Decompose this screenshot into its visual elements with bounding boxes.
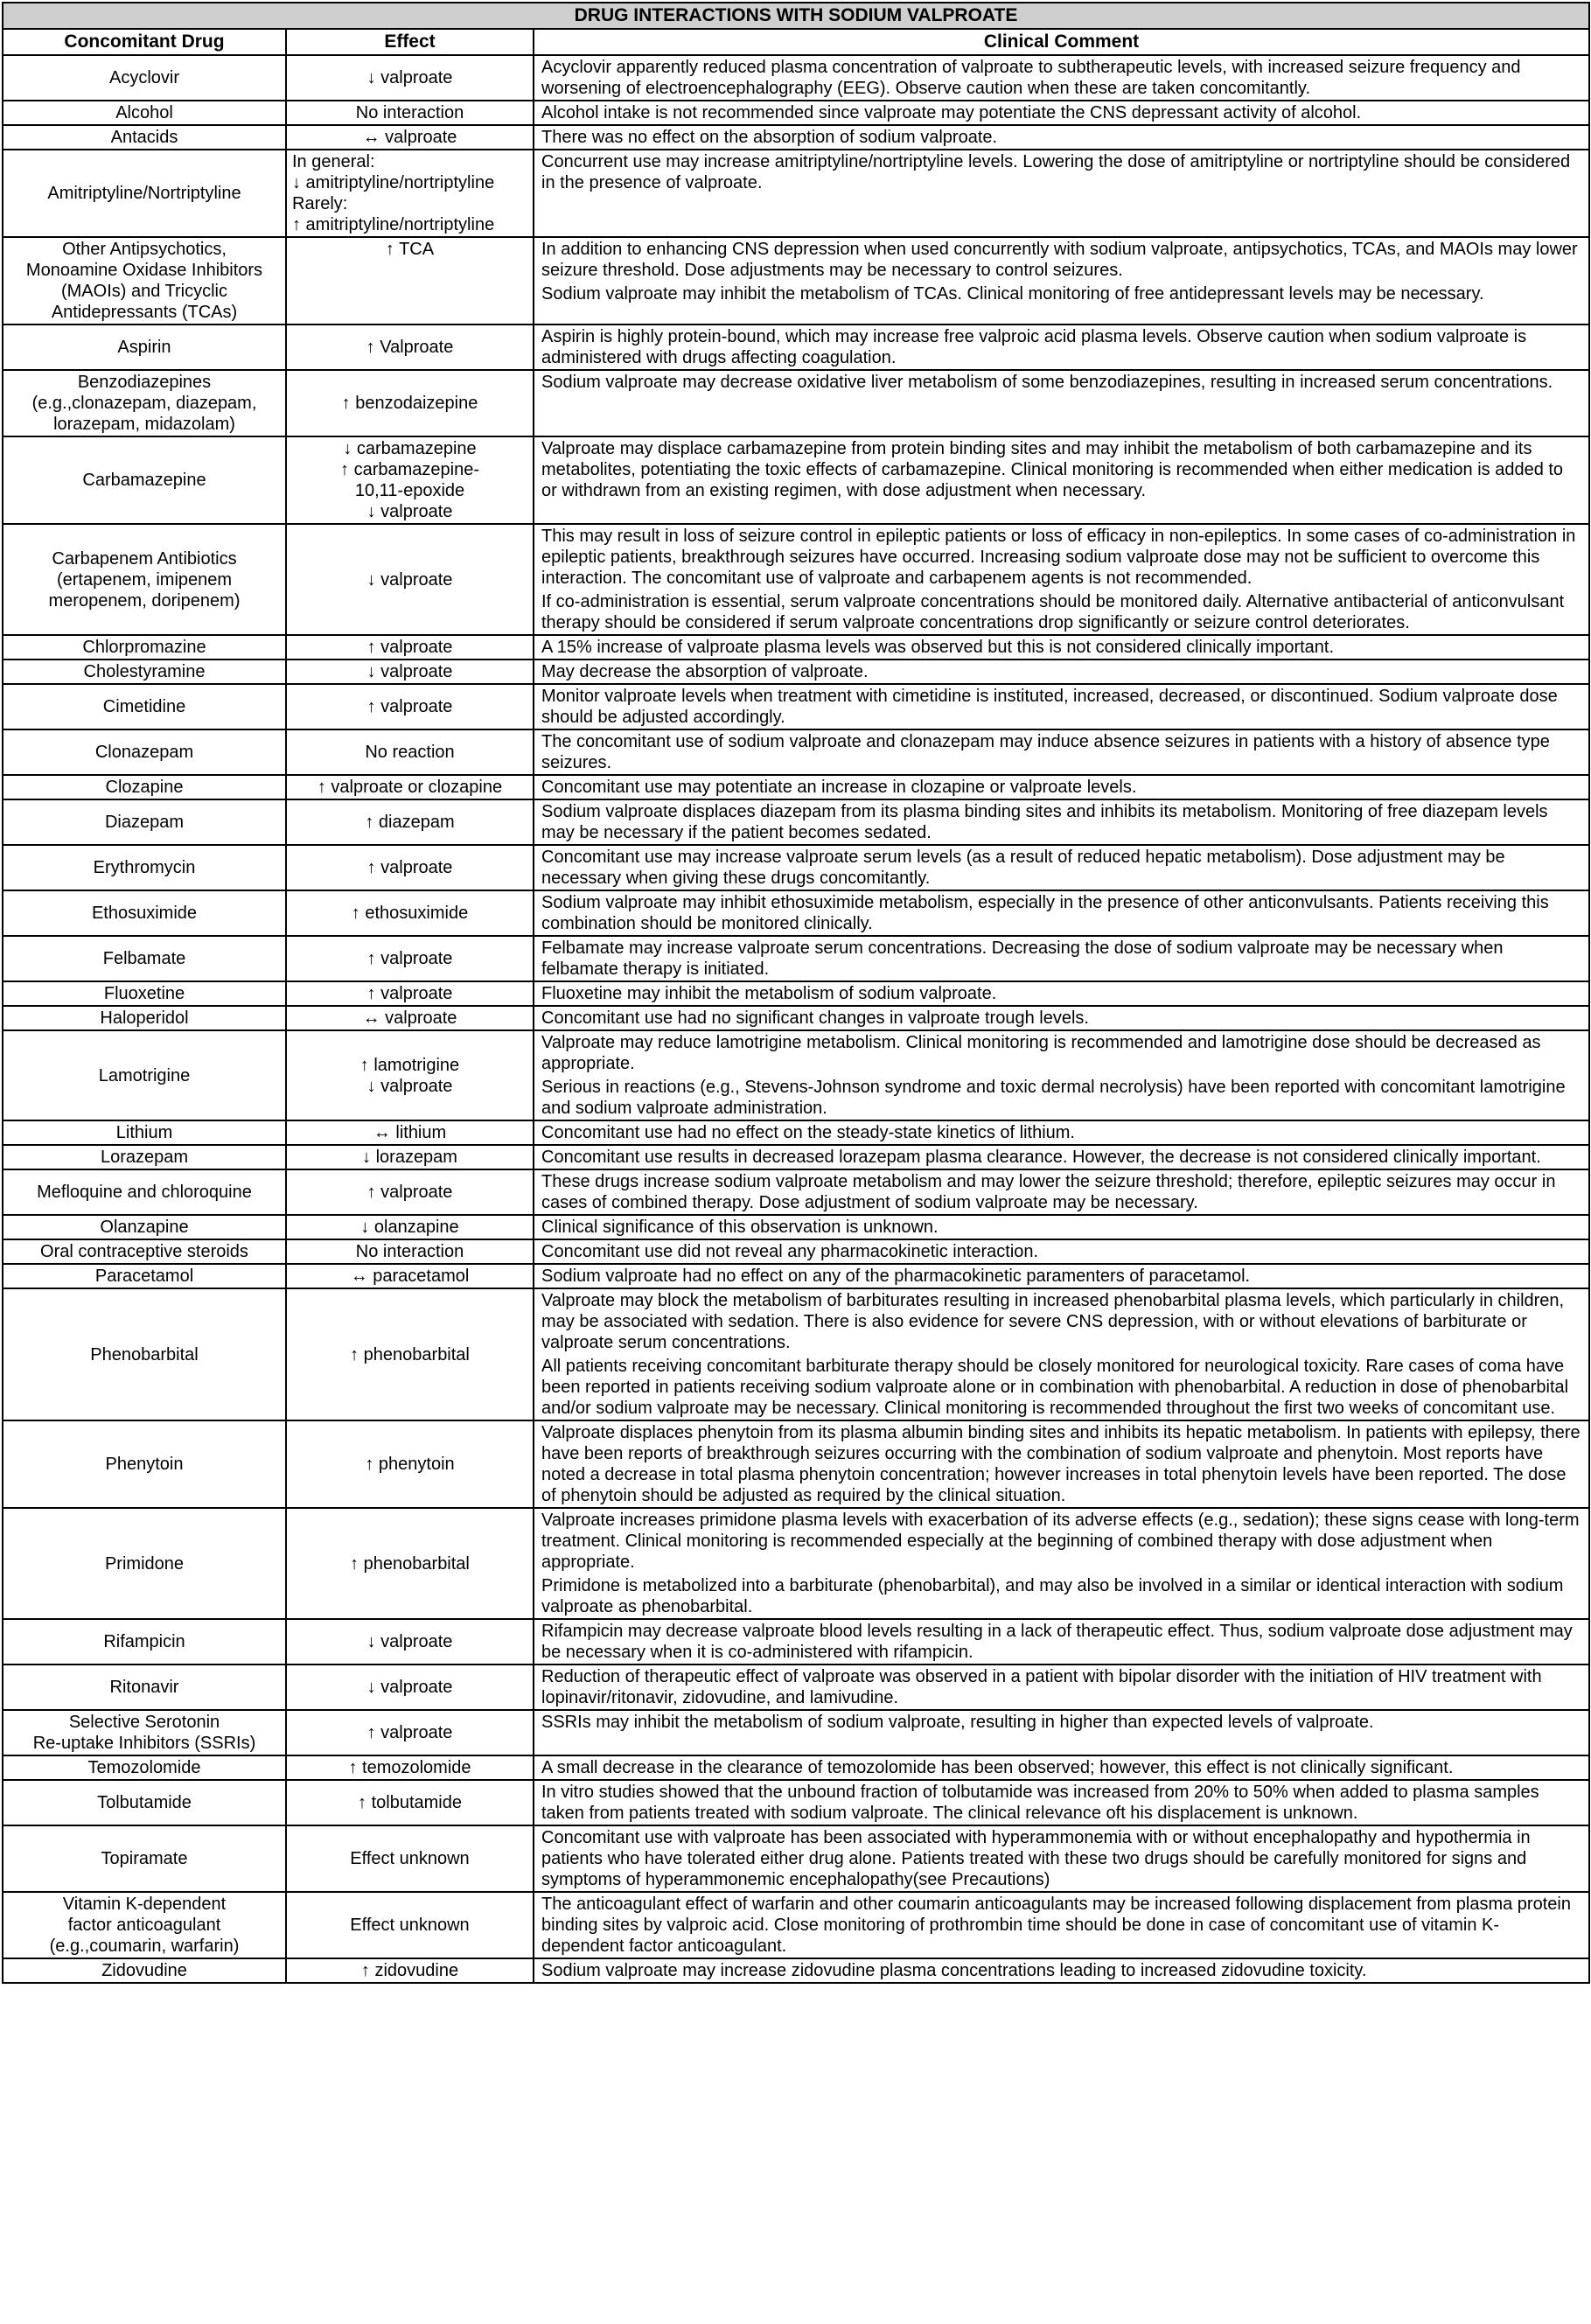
drug-name-line: Chlorpromazine xyxy=(82,638,206,657)
cell-effect xyxy=(286,1958,534,1983)
drug-name-line: Temozolomide xyxy=(87,1758,201,1777)
cell-effect xyxy=(286,936,534,981)
drug-name-line: Clonazepam xyxy=(94,743,194,762)
cell-concomitant-drug xyxy=(3,1892,286,1958)
cell-concomitant-drug xyxy=(3,1145,286,1169)
effect-line: In general: xyxy=(292,152,375,171)
cell-effect xyxy=(286,684,534,729)
cell-effect xyxy=(286,1825,534,1892)
table-row xyxy=(3,845,1589,890)
effect-line: ↑ temozolomide xyxy=(348,1758,471,1777)
table-row xyxy=(3,101,1589,125)
cell-effect xyxy=(286,370,534,436)
cell-concomitant-drug xyxy=(3,729,286,775)
drug-name-line: Antidepressants (TCAs) xyxy=(51,303,238,322)
drug-interactions-document xyxy=(2,2,1588,1984)
column-header-comment: Clinical Comment xyxy=(534,29,1589,55)
comment-paragraph: All patients receiving concomitant barbiturate therapy should be closely monitored for neurological toxicity. Rare cases of coma have been reported in patients receiving sodium valproate alone or in combination with phenobarbital. A reduction in dose of phenobarbital and/or sodium valproate may be necessary. Clinical monitoring is recommended throughout the first two weeks of concomitant use. xyxy=(541,1357,1569,1418)
cell-clinical-comment xyxy=(534,1239,1589,1264)
cell-concomitant-drug xyxy=(3,1420,286,1508)
effect-line: ↑ phenobarbital xyxy=(350,1553,470,1574)
table-row xyxy=(3,1755,1589,1780)
cell-clinical-comment xyxy=(534,890,1589,936)
effect-line: ↑ valproate xyxy=(366,697,453,716)
table-row xyxy=(3,1420,1589,1508)
drug-name-line: Cimetidine xyxy=(102,697,186,716)
cell-effect xyxy=(286,1755,534,1780)
drug-name-line: Benzodiazepines xyxy=(77,373,212,392)
drug-name-line: Paracetamol xyxy=(94,1267,194,1286)
drug-name-line: Carbapenem Antibiotics xyxy=(52,548,237,569)
comment-paragraph: Sodium valproate may increase zidovudine plasma concentrations leading to increased zidovudine toxicity. xyxy=(541,1961,1367,1980)
comment-paragraph: Concurrent use may increase amitriptyline/nortriptyline levels. Lowering the dose of amitriptyline or nortriptyline should be considered in the presence of valproate. xyxy=(541,152,1571,192)
effect-line: ↑ ethosuximide xyxy=(351,904,469,923)
cell-clinical-comment xyxy=(534,1710,1589,1755)
effect-line: ↑ phenobarbital xyxy=(350,1344,470,1364)
table-row xyxy=(3,684,1589,729)
drug-name-line: Vitamin K-dependent xyxy=(62,1895,227,1914)
cell-concomitant-drug xyxy=(3,237,286,325)
cell-clinical-comment xyxy=(534,1120,1589,1145)
effect-line: ↓ amitriptyline/nortriptyline xyxy=(292,173,495,192)
drug-name-line: Oral contraceptive steroids xyxy=(40,1242,248,1261)
comment-paragraph: Concomitant use did not reveal any pharmacokinetic interaction. xyxy=(541,1242,1039,1261)
comment-paragraph: Alcohol intake is not recommended since valproate may potentiate the CNS depressant activity of alcohol. xyxy=(541,103,1362,122)
effect-line: ↑ diazepam xyxy=(365,813,455,832)
drug-name-line: (e.g.,coumarin, warfarin) xyxy=(49,1937,240,1956)
cell-clinical-comment xyxy=(534,936,1589,981)
comment-paragraph: Concomitant use with valproate has been associated with hyperammonemia with or without encephalopathy and hypothermia in patients who have tolerated either drug alone. Patients treated with these two drugs should be carefully monitored for signs and symptoms of hyperammonemic encephalopathy(see Precautions) xyxy=(541,1828,1531,1889)
comment-paragraph: In vitro studies showed that the unbound fraction of tolbutamide was increased from 20% to 50% when added to plasma samples taken from patients treated with sodium valproate. The clinical relevance oft his displacement is unknown. xyxy=(541,1783,1539,1823)
cell-clinical-comment xyxy=(534,981,1589,1006)
table-row xyxy=(3,524,1589,635)
cell-clinical-comment xyxy=(534,101,1589,125)
cell-clinical-comment xyxy=(534,1145,1589,1169)
cell-effect xyxy=(286,524,534,635)
comment-paragraph: Valproate may displace carbamazepine from protein binding sites and may inhibit the metabolism of both carbamazepine and its metabolites, potentiating the toxic effects of carbamazepine. Clinical monitoring is recommended when either medication is added to or withdrawn from an existing regimen, with dose adjustment when necessary. xyxy=(541,439,1564,500)
table-row xyxy=(3,150,1589,237)
effect-line: ↑ phenytoin xyxy=(365,1455,455,1474)
cell-effect xyxy=(286,981,534,1006)
drug-name-line: Ethosuximide xyxy=(91,904,198,923)
cell-concomitant-drug xyxy=(3,1710,286,1755)
comment-paragraph: Sodium valproate displaces diazepam from its plasma binding sites and inhibits its metabolism. Monitoring of free diazepam levels may be necessary if the patient becomes sedated. xyxy=(541,802,1548,842)
cell-concomitant-drug xyxy=(3,936,286,981)
cell-concomitant-drug xyxy=(3,1169,286,1215)
drug-name-line: Phenobarbital xyxy=(90,1344,199,1364)
cell-clinical-comment xyxy=(534,55,1589,101)
drug-name-line: Acyclovir xyxy=(108,68,179,87)
cell-effect xyxy=(286,1215,534,1239)
drug-name-line: (ertapenem, imipenem xyxy=(56,569,233,590)
drug-name-line: Ritonavir xyxy=(109,1678,179,1697)
table-row xyxy=(3,936,1589,981)
comment-paragraph: Sodium valproate may inhibit the metabolism of TCAs. Clinical monitoring of free antidepressant levels may be necessary. xyxy=(541,284,1484,304)
cell-concomitant-drug xyxy=(3,101,286,125)
comment-paragraph: Valproate may block the metabolism of barbiturates resulting in increased phenobarbital plasma levels, which particularly in children, may be associated with sedation. There is also evidence for severe CNS depression, with or without elevations of barbiturate or valproate serum concentrations. xyxy=(541,1291,1565,1352)
cell-effect xyxy=(286,660,534,684)
cell-concomitant-drug xyxy=(3,1288,286,1420)
cell-clinical-comment xyxy=(534,1825,1589,1892)
cell-clinical-comment xyxy=(534,1169,1589,1215)
effect-line: ↑ valproate or clozapine xyxy=(317,778,503,797)
cell-effect xyxy=(286,325,534,370)
drug-name-line: Topiramate xyxy=(101,1849,188,1868)
effect-line: ↓ valproate xyxy=(366,569,453,590)
cell-concomitant-drug xyxy=(3,660,286,684)
table-row xyxy=(3,436,1589,524)
table-row xyxy=(3,660,1589,684)
comment-paragraph: Concomitant use may potentiate an increase in clozapine or valproate levels. xyxy=(541,778,1137,797)
comment-paragraph: Valproate may reduce lamotrigine metabolism. Clinical monitoring is recommended and lamotrigine dose should be decreased as appropriate. xyxy=(541,1033,1541,1073)
drug-name-line: Olanzapine xyxy=(100,1218,189,1237)
drug-name-line: Zidovudine xyxy=(101,1961,187,1980)
drug-name-line: Antacids xyxy=(110,128,178,147)
cell-concomitant-drug xyxy=(3,799,286,845)
comment-paragraph: Serious in reactions (e.g., Stevens-Johnson syndrome and toxic dermal necrolysis) have been reported with concomitant lamotrigine and sodium valproate administration. xyxy=(541,1078,1566,1118)
comment-paragraph: Valproate increases primidone plasma levels with exacerbation of its adverse effects (e.g., sedation); these signs cease with long-term treatment. Clinical monitoring is recommended especially at the beginning of combined therapy with dose adjustment when appropriate. xyxy=(541,1511,1580,1572)
cell-clinical-comment xyxy=(534,1958,1589,1983)
table-row xyxy=(3,1239,1589,1264)
drug-name-line: Aspirin xyxy=(117,338,171,357)
table-row xyxy=(3,1958,1589,1983)
effect-line: ↓ lorazepam xyxy=(362,1148,457,1167)
cell-effect xyxy=(286,635,534,660)
comment-paragraph: Concomitant use results in decreased lorazepam plasma clearance. However, the decrease is not considered clinically important. xyxy=(541,1148,1541,1167)
cell-clinical-comment xyxy=(534,436,1589,524)
effect-line: ↔ valproate xyxy=(362,1008,457,1028)
comment-paragraph: Sodium valproate may decrease oxidative liver metabolism of some benzodiazepines, resulting in increased serum concentrations. xyxy=(541,373,1553,392)
cell-effect xyxy=(286,1120,534,1145)
cell-concomitant-drug xyxy=(3,55,286,101)
drug-name-line: Fluoxetine xyxy=(103,984,185,1003)
cell-clinical-comment xyxy=(534,1006,1589,1030)
table-row xyxy=(3,1030,1589,1120)
column-header-drug: Concomitant Drug xyxy=(3,29,286,55)
effect-line: ↑ zidovudine xyxy=(360,1961,459,1980)
cell-concomitant-drug xyxy=(3,981,286,1006)
effect-line: ↑ tolbutamide xyxy=(358,1793,462,1812)
cell-effect xyxy=(286,1780,534,1825)
comment-paragraph: A small decrease in the clearance of temozolomide has been observed; however, this effect is not clinically significant. xyxy=(541,1758,1454,1777)
cell-clinical-comment xyxy=(534,325,1589,370)
cell-clinical-comment xyxy=(534,684,1589,729)
drug-name-line: factor anticoagulant xyxy=(67,1916,221,1935)
effect-line: ↑ TCA xyxy=(385,240,435,259)
effect-line: ↓ valproate xyxy=(366,68,453,87)
cell-effect xyxy=(286,1710,534,1755)
cell-clinical-comment xyxy=(534,370,1589,436)
cell-concomitant-drug xyxy=(3,325,286,370)
table-row xyxy=(3,125,1589,150)
effect-line: ↓ valproate xyxy=(366,1076,453,1096)
drug-name-line: Primidone xyxy=(104,1553,185,1574)
comment-paragraph: There was no effect on the absorption of sodium valproate. xyxy=(541,128,998,147)
cell-concomitant-drug xyxy=(3,1120,286,1145)
cell-effect xyxy=(286,1892,534,1958)
comment-paragraph: Valproate displaces phenytoin from its plasma albumin binding sites and inhibits its hepatic metabolism. In patients with epilepsy, there have been reports of breakthrough seizures occurring with the combination of sodium valproate and phenytoin. Most reports have noted a decrease in total plasma phenytoin concentration; however increases in total phenytoin levels have been reported. The dose of phenytoin should be adjusted as required by the clinical situation. xyxy=(541,1423,1581,1505)
table-row xyxy=(3,799,1589,845)
table-row xyxy=(3,237,1589,325)
comment-paragraph: Primidone is metabolized into a barbiturate (phenobarbital), and may also be involved in a similar or identical interaction with sodium valproate as phenobarbital. xyxy=(541,1576,1564,1616)
drug-name-line: Monoamine Oxidase Inhibitors xyxy=(25,261,263,280)
drug-name-line: meropenem, doripenem) xyxy=(48,590,241,611)
cell-effect xyxy=(286,1420,534,1508)
effect-line: ↑ valproate xyxy=(366,1723,453,1742)
cell-clinical-comment xyxy=(534,1264,1589,1288)
comment-paragraph: Aspirin is highly protein-bound, which may increase free valproic acid plasma levels. Observe caution when sodium valproate is administered with drugs affecting coagulation. xyxy=(541,327,1527,367)
cell-clinical-comment xyxy=(534,1288,1589,1420)
cell-concomitant-drug xyxy=(3,1006,286,1030)
effect-line: ↔ lithium xyxy=(373,1123,447,1142)
comment-paragraph: Reduction of therapeutic effect of valproate was observed in a patient with bipolar disorder with the initiation of HIV treatment with lopinavir/ritonavir, zidovudine, and lamivudine. xyxy=(541,1667,1542,1707)
effect-line: Effect unknown xyxy=(350,1916,470,1935)
cell-concomitant-drug xyxy=(3,524,286,635)
table-row xyxy=(3,325,1589,370)
effect-line: Rarely: xyxy=(292,194,348,213)
table-row xyxy=(3,775,1589,799)
drug-name-line: Lamotrigine xyxy=(98,1065,191,1085)
comment-paragraph: The concomitant use of sodium valproate and clonazepam may induce absence seizures in patients with a history of absence type seizures. xyxy=(541,732,1550,772)
cell-clinical-comment xyxy=(534,775,1589,799)
cell-effect xyxy=(286,125,534,150)
drug-name-line: (MAOIs) and Tricyclic xyxy=(60,282,228,301)
cell-concomitant-drug xyxy=(3,890,286,936)
effect-line: ↑ valproate xyxy=(366,638,453,657)
comment-paragraph: Fluoxetine may inhibit the metabolism of sodium valproate. xyxy=(541,984,997,1003)
table-body xyxy=(3,55,1589,1983)
table-row xyxy=(3,1508,1589,1619)
drug-name-line: Cholestyramine xyxy=(83,662,206,681)
cell-clinical-comment xyxy=(534,660,1589,684)
comment-paragraph: Concomitant use had no effect on the steady-state kinetics of lithium. xyxy=(541,1123,1075,1142)
effect-line: ↑ lamotrigine xyxy=(359,1055,460,1075)
table-row xyxy=(3,1264,1589,1288)
drug-name-line: Lithium xyxy=(115,1123,173,1142)
effect-line: ↔ paracetamol xyxy=(350,1267,470,1286)
effect-line: ↑ valproate xyxy=(366,1183,453,1202)
drug-name-line: Diazepam xyxy=(104,813,185,832)
effect-line: ↑ carbamazepine- xyxy=(340,460,479,479)
effect-line: Effect unknown xyxy=(350,1849,470,1868)
drug-name-line: Re-uptake Inhibitors (SSRIs) xyxy=(32,1734,256,1753)
cell-effect xyxy=(286,1508,534,1619)
cell-clinical-comment xyxy=(534,1755,1589,1780)
effect-line: ↑ benzodaizepine xyxy=(341,394,478,413)
cell-concomitant-drug xyxy=(3,845,286,890)
effect-line: ↓ valproate xyxy=(366,502,453,521)
drug-name-line: Felbamate xyxy=(102,949,186,968)
comment-paragraph: These drugs increase sodium valproate metabolism and may lower the seizure threshold; therefore, epileptic seizures may occur in cases of combined therapy. Dose adjustment of sodium valproate may be necessary. xyxy=(541,1172,1556,1212)
table-row xyxy=(3,1780,1589,1825)
table-row xyxy=(3,370,1589,436)
table-row xyxy=(3,1892,1589,1958)
effect-line: ↓ carbamazepine xyxy=(343,439,477,458)
cell-clinical-comment xyxy=(534,799,1589,845)
cell-effect xyxy=(286,775,534,799)
effect-line: No interaction xyxy=(355,103,464,122)
drug-name-line: Other Antipsychotics, xyxy=(62,240,227,259)
effect-line: ↓ valproate xyxy=(366,1632,453,1651)
cell-effect xyxy=(286,1145,534,1169)
cell-effect xyxy=(286,55,534,101)
effect-line: No reaction xyxy=(365,743,455,762)
cell-clinical-comment xyxy=(534,1508,1589,1619)
cell-clinical-comment xyxy=(534,635,1589,660)
cell-effect xyxy=(286,1288,534,1420)
drug-name-line: (e.g.,clonazepam, diazepam, xyxy=(31,394,257,413)
drug-name-line: Carbamazepine xyxy=(82,471,206,490)
table-row xyxy=(3,1825,1589,1892)
comment-paragraph: Sodium valproate may inhibit ethosuximide metabolism, especially in the presence of other anticonvulsants. Patients receiving this combination should be monitored clinically. xyxy=(541,893,1549,933)
cell-effect xyxy=(286,1664,534,1710)
effect-line: ↑ valproate xyxy=(366,858,453,877)
comment-paragraph: Concomitant use may increase valproate serum levels (as a result of reduced hepatic metabolism). Dose adjustment may be necessary when giving these drugs concomitantly. xyxy=(541,848,1505,888)
cell-clinical-comment xyxy=(534,1892,1589,1958)
effect-line: ↓ valproate xyxy=(366,1678,453,1697)
table-row xyxy=(3,729,1589,775)
cell-concomitant-drug xyxy=(3,436,286,524)
cell-concomitant-drug xyxy=(3,370,286,436)
drug-name-line: Clozapine xyxy=(105,778,184,797)
cell-concomitant-drug xyxy=(3,775,286,799)
table-row xyxy=(3,1169,1589,1215)
comment-paragraph: Felbamate may increase valproate serum concentrations. Decreasing the dose of sodium valproate may be necessary when felbamate therapy is initiated. xyxy=(541,939,1504,979)
cell-effect xyxy=(286,1169,534,1215)
drug-name-line: lorazepam, midazolam) xyxy=(53,415,235,434)
table-row xyxy=(3,890,1589,936)
comment-paragraph: Concomitant use had no significant changes in valproate trough levels. xyxy=(541,1008,1089,1028)
effect-line: ↑ valproate xyxy=(366,949,453,968)
comment-paragraph: A 15% increase of valproate plasma levels was observed but this is not considered clinically important. xyxy=(541,638,1335,657)
effect-line: No interaction xyxy=(355,1242,464,1261)
cell-clinical-comment xyxy=(534,150,1589,237)
table-row xyxy=(3,635,1589,660)
drug-name-line: Lorazepam xyxy=(100,1148,189,1167)
cell-concomitant-drug xyxy=(3,1030,286,1120)
cell-concomitant-drug xyxy=(3,150,286,237)
cell-concomitant-drug xyxy=(3,635,286,660)
comment-paragraph: The anticoagulant effect of warfarin and other coumarin anticoagulants may be increased following displacement from plasma protein binding sites by valproic acid. Close monitoring of prothrombin time should be done in case of concomitant use of vitamin K-dependent factor anticoagulant. xyxy=(541,1895,1571,1956)
table-row xyxy=(3,55,1589,101)
cell-clinical-comment xyxy=(534,1030,1589,1120)
cell-clinical-comment xyxy=(534,237,1589,325)
comment-paragraph: In addition to enhancing CNS depression when used concurrently with sodium valproate, antipsychotics, TCAs, and MAOIs may lower seizure threshold. Dose adjustments may be necessary to control seizures. xyxy=(541,240,1578,280)
comment-paragraph: Clinical significance of this observation is unknown. xyxy=(541,1218,939,1237)
cell-clinical-comment xyxy=(534,729,1589,775)
cell-effect xyxy=(286,845,534,890)
effect-line: ↓ olanzapine xyxy=(360,1218,459,1237)
table-row xyxy=(3,1006,1589,1030)
cell-clinical-comment xyxy=(534,1420,1589,1508)
cell-effect xyxy=(286,1030,534,1120)
comment-paragraph: May decrease the absorption of valproate. xyxy=(541,662,869,681)
drug-name-line: Amitriptyline/Nortriptyline xyxy=(47,184,241,203)
effect-line: ↑ valproate xyxy=(366,984,453,1003)
cell-effect xyxy=(286,150,534,237)
table-row xyxy=(3,1288,1589,1420)
cell-concomitant-drug xyxy=(3,1958,286,1983)
comment-paragraph: Sodium valproate had no effect on any of the pharmacokinetic paramenters of paracetamol. xyxy=(541,1267,1251,1286)
cell-clinical-comment xyxy=(534,1215,1589,1239)
drug-name-line: Erythromycin xyxy=(93,858,196,877)
cell-concomitant-drug xyxy=(3,1619,286,1664)
cell-clinical-comment xyxy=(534,1664,1589,1710)
drug-name-line: Rifampicin xyxy=(103,1632,185,1651)
cell-effect xyxy=(286,799,534,845)
cell-concomitant-drug xyxy=(3,1239,286,1264)
effect-line: ↔ valproate xyxy=(362,128,457,147)
table-row xyxy=(3,1664,1589,1710)
cell-clinical-comment xyxy=(534,1780,1589,1825)
cell-clinical-comment xyxy=(534,524,1589,635)
cell-concomitant-drug xyxy=(3,1780,286,1825)
comment-paragraph: Monitor valproate levels when treatment with cimetidine is instituted, increased, decreased, or discontinued. Sodium valproate dose should be adjusted accordingly. xyxy=(541,687,1558,727)
effect-line: ↓ valproate xyxy=(366,662,453,681)
cell-effect xyxy=(286,101,534,125)
drug-name-line: Tolbutamide xyxy=(97,1793,192,1812)
cell-concomitant-drug xyxy=(3,1508,286,1619)
table-row xyxy=(3,1619,1589,1664)
cell-concomitant-drug xyxy=(3,684,286,729)
table-header-row xyxy=(3,29,1589,55)
comment-paragraph: Rifampicin may decrease valproate blood levels resulting in a lack of therapeutic effect. Thus, sodium valproate dose adjustment may be necessary when it is co-administered with rifampicin. xyxy=(541,1622,1573,1662)
cell-clinical-comment xyxy=(534,125,1589,150)
drug-name-line: Selective Serotonin xyxy=(68,1713,220,1732)
drug-name-line: Phenytoin xyxy=(105,1455,184,1474)
table-title-row xyxy=(3,3,1589,29)
table-row xyxy=(3,981,1589,1006)
cell-concomitant-drug xyxy=(3,1264,286,1288)
comment-paragraph: SSRIs may inhibit the metabolism of sodium valproate, resulting in higher than expected levels of valproate. xyxy=(541,1713,1374,1732)
cell-concomitant-drug xyxy=(3,1825,286,1892)
table-title: DRUG INTERACTIONS WITH SODIUM VALPROATE xyxy=(3,3,1589,29)
drug-name-line: Mefloquine and chloroquine xyxy=(37,1183,252,1202)
cell-concomitant-drug xyxy=(3,1664,286,1710)
drug-name-line: Haloperidol xyxy=(100,1008,189,1028)
cell-effect xyxy=(286,729,534,775)
drug-interactions-table xyxy=(2,2,1590,1984)
effect-line: ↑ Valproate xyxy=(366,338,454,357)
table-row xyxy=(3,1120,1589,1145)
drug-name-line: Alcohol xyxy=(115,103,173,122)
comment-paragraph: This may result in loss of seizure control in epileptic patients or loss of efficacy in non-epileptics. In some cases of co-administration in epileptic patients, breakthrough seizures have occurred. Increasing sodium valproate dose may not be sufficient to overcome this interaction. The concomitant use of valproate and carbapenem agents is not recommended. xyxy=(541,527,1576,588)
cell-effect xyxy=(286,1264,534,1288)
table-row xyxy=(3,1215,1589,1239)
effect-line: ↑ amitriptyline/nortriptyline xyxy=(292,215,495,234)
cell-effect xyxy=(286,237,534,325)
effect-line: 10,11-epoxide xyxy=(354,481,465,500)
table-row xyxy=(3,1145,1589,1169)
column-header-effect: Effect xyxy=(286,29,534,55)
cell-clinical-comment xyxy=(534,845,1589,890)
cell-concomitant-drug xyxy=(3,1215,286,1239)
cell-effect xyxy=(286,1239,534,1264)
cell-concomitant-drug xyxy=(3,1755,286,1780)
cell-effect xyxy=(286,890,534,936)
cell-effect xyxy=(286,1006,534,1030)
cell-effect xyxy=(286,1619,534,1664)
cell-clinical-comment xyxy=(534,1619,1589,1664)
cell-effect xyxy=(286,436,534,524)
cell-concomitant-drug xyxy=(3,125,286,150)
comment-paragraph: If co-administration is essential, serum valproate concentrations should be monitored daily. Alternative antibacterial of anticonvulsant therapy should be considered if serum valproate concentrations drop significantly or seizure control deteriorates. xyxy=(541,592,1565,632)
table-row xyxy=(3,1710,1589,1755)
comment-paragraph: Acyclovir apparently reduced plasma concentration of valproate to subtherapeutic levels, with increased seizure frequency and worsening of electroencephalography (EEG). Observe caution when these are taken concomitantly. xyxy=(541,58,1521,98)
